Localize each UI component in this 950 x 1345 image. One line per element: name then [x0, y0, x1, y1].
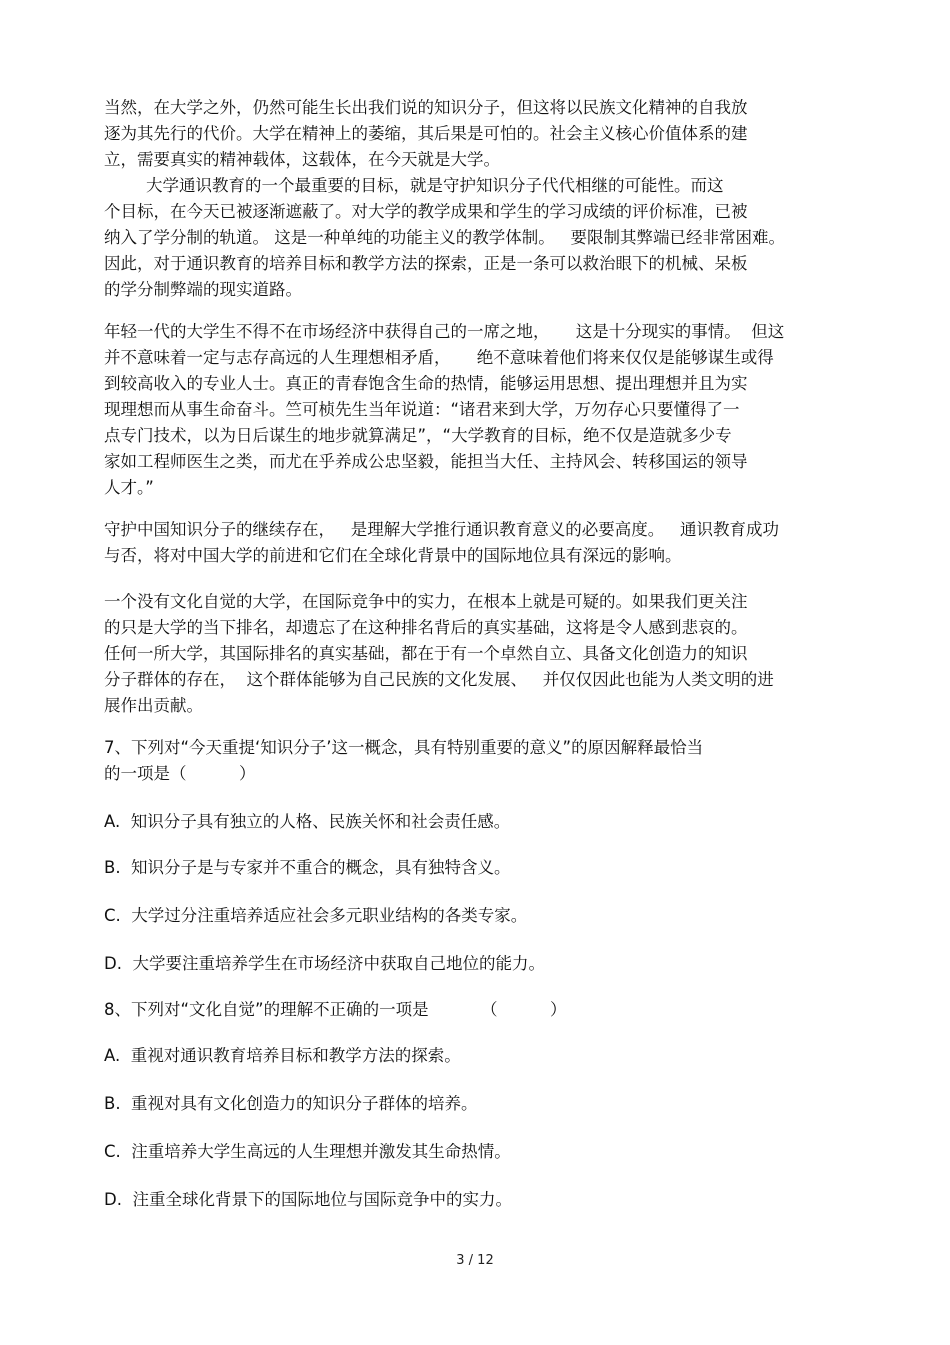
question-stem: 7、下列对“今天重提‘知识分子’这一概念，具有特别重要的意义”的原因解释最恰当 [104, 738, 704, 757]
text-line: 与否，将对中国大学的前进和它们在全球化背景中的国际地位具有深远的影响。 [104, 546, 682, 565]
question-stem: 的一项是（ ） [104, 764, 256, 783]
text-line: 展作出贡献。 [104, 696, 203, 715]
text-line: 人才。” [104, 478, 154, 497]
option-a: A. 知识分子具有独立的人格、民族关怀和社会责任感。 [104, 812, 511, 831]
option-b: B. 重视对具有文化创造力的知识分子群体的培养。 [104, 1094, 478, 1113]
question-stem: 8、下列对“文化自觉”的理解不正确的一项是 （ ） [104, 1000, 567, 1019]
option-a: A. 重视对通识教育培养目标和教学方法的探索。 [104, 1046, 461, 1065]
text-line: 分子群体的存在， 这个群体能够为自己民族的文化发展、 并仅仅因此也能为人类文明的进 [104, 670, 774, 689]
text-line: 因此，对于通识教育的培养目标和教学方法的探索，正是一条可以救治眼下的机械、呆板 [104, 254, 748, 273]
text-line: 点专门技术，以为日后谋生的地步就算满足”，“大学教育的目标，绝不仅是造就多少专 [104, 426, 732, 445]
text-line: 逐为其先行的代价。大学在精神上的萎缩，其后果是可怕的。社会主义核心价值体系的建 [104, 124, 748, 143]
page-number: 3 / 12 [456, 1253, 494, 1268]
text-line: 大学通识教育的一个最重要的目标，就是守护知识分子代代相继的可能性。而这 [104, 176, 724, 195]
text-line: 立，需要真实的精神载体，这载体，在今天就是大学。 [104, 150, 500, 169]
text-line: 的只是大学的当下排名，却遗忘了在这种排名背后的真实基础，这将是令人感到悲哀的。 [104, 618, 748, 637]
text-line: 任何一所大学，其国际排名的真实基础，都在于有一个卓然自立、具备文化创造力的知识 [104, 644, 748, 663]
option-d: D. 大学要注重培养学生在市场经济中获取自己地位的能力。 [104, 954, 545, 973]
option-b: B. 知识分子是与专家并不重合的概念，具有独特含义。 [104, 858, 511, 877]
text-line: 个目标，在今天已被逐渐遮蔽了。对大学的教学成果和学生的学习成绩的评价标准，已被 [104, 202, 748, 221]
option-d: D. 注重全球化背景下的国际地位与国际竞争中的实力。 [104, 1190, 512, 1209]
text-line: 现理想而从事生命奋斗。竺可桢先生当年说道：“诸君来到大学，万勿存心只要懂得了一 [104, 400, 740, 419]
text-line: 守护中国知识分子的继续存在， 是理解大学推行通识教育意义的必要高度。 通识教育成功 [104, 520, 779, 539]
option-c: C. 大学过分注重培养适应社会多元职业结构的各类专家。 [104, 906, 528, 925]
text-line: 当然，在大学之外，仍然可能生长出我们说的知识分子，但这将以民族文化精神的自我放 [104, 98, 748, 117]
text-line: 家如工程师医生之类，而尤在乎养成公忠坚毅，能担当大任、主持风会、转移国运的领导 [104, 452, 748, 471]
text-line: 并不意味着一定与志存高远的人生理想相矛盾， 绝不意味着他们将来仅仅是能够谋生或得 [104, 348, 774, 367]
text-line: 的学分制弊端的现实道路。 [104, 280, 302, 299]
option-c: C. 注重培养大学生高远的人生理想并激发其生命热情。 [104, 1142, 511, 1161]
text-line: 到较高收入的专业人士。真正的青春饱含生命的热情，能够运用思想、提出理想并且为实 [104, 374, 748, 393]
text-line: 纳入了学分制的轨道。 这是一种单纯的功能主义的教学体制。 要限制其弊端已经非常困难。 [104, 228, 785, 247]
text-line: 年轻一代的大学生不得不在市场经济中获得自己的一席之地， 这是十分现实的事情。 但这 [104, 322, 785, 341]
text-line: 一个没有文化自觉的大学，在国际竞争中的实力，在根本上就是可疑的。如果我们更关注 [104, 592, 748, 611]
